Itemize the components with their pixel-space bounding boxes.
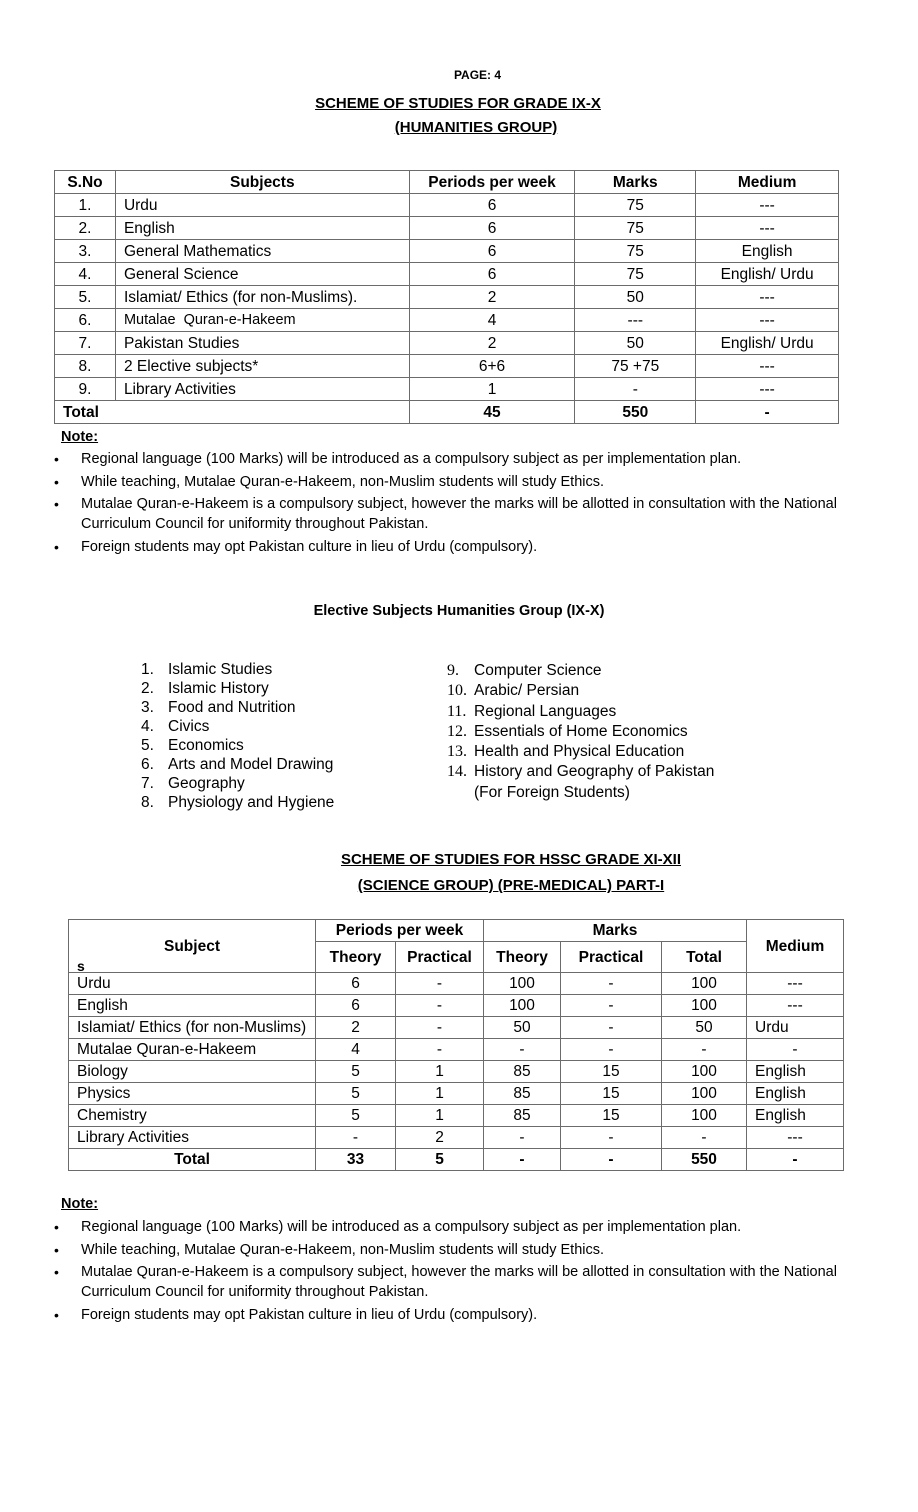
cell-subject: Pakistan Studies: [115, 332, 409, 355]
list-item: 5. Economics: [141, 737, 244, 754]
cell-marks-theory: 100: [484, 973, 561, 995]
list-item: 9. Computer Science: [447, 662, 602, 679]
table-row: [55, 263, 839, 286]
table-row: [69, 1127, 844, 1149]
cell-marks-total: -: [662, 1039, 747, 1061]
cell-sno: 3.: [55, 240, 116, 263]
cell-sno: 9.: [55, 378, 116, 401]
cell-total-label: Total: [55, 401, 410, 424]
notes-list: [54, 1217, 854, 1327]
cell-periods-theory: 5: [316, 1083, 396, 1105]
section1-title: SCHEME OF STUDIES FOR GRADE IX-X: [315, 95, 601, 112]
cell-marks: ---: [575, 309, 696, 332]
cell-periods: 6: [409, 240, 575, 263]
cell-subject: Urdu: [69, 973, 316, 995]
cell-marks-practical: -: [561, 1127, 662, 1149]
list-item: 10. Arabic/ Persian: [447, 682, 580, 700]
cell-marks-total: -: [662, 1127, 747, 1149]
cell-marks-theory: -: [484, 1127, 561, 1149]
cell-marks: 75 +75: [575, 355, 696, 378]
table-row: [55, 378, 839, 401]
cell-marks: 50: [575, 332, 696, 355]
cell-marks: 75: [575, 194, 696, 217]
cell-medium: ---: [696, 194, 839, 217]
cell-total-periods: 45: [409, 401, 575, 424]
cell-marks-practical: -: [561, 1039, 662, 1061]
cell-marks-total: 50: [662, 1017, 747, 1039]
list-item: 4. Civics: [141, 718, 210, 735]
list-item: 8. Physiology and Hygiene: [141, 794, 335, 811]
table-row: [69, 1039, 844, 1061]
cell-medium: Urdu: [747, 1017, 844, 1039]
cell-total-periods-practical: 5: [396, 1149, 484, 1171]
table-row: [55, 217, 839, 240]
cell-marks-theory: 85: [484, 1061, 561, 1083]
cell-marks-theory: 50: [484, 1017, 561, 1039]
cell-marks-practical: 15: [561, 1061, 662, 1083]
header-marks-practical: Practical: [561, 942, 662, 973]
cell-subject: Mutalae Quran-e-Hakeem: [115, 309, 409, 332]
cell-subject: English: [115, 217, 409, 240]
cell-marks-practical: 15: [561, 1083, 662, 1105]
cell-subject: Islamiat/ Ethics (for non-Muslims).: [115, 286, 409, 309]
cell-medium: ---: [696, 309, 839, 332]
header-medium: Medium: [696, 171, 839, 194]
header-subjects: Subjects: [115, 171, 409, 194]
header-marks-theory: Theory: [484, 942, 561, 973]
list-item: 12. Essentials of Home Economics: [447, 722, 688, 740]
table-row: [55, 194, 839, 217]
cell-periods-practical: 1: [396, 1061, 484, 1083]
cell-periods-practical: -: [396, 1039, 484, 1061]
note-item: • Mutalae Quran-e-Hakeem is a compulsory subject, however the marks will be allotted in consultation with the National Curriculum Council for uniformity throughout Pakistan.: [54, 1262, 854, 1302]
cell-medium: ---: [696, 217, 839, 240]
cell-marks-theory: 85: [484, 1105, 561, 1127]
cell-periods-practical: 2: [396, 1127, 484, 1149]
header-periods-theory: Theory: [316, 942, 396, 973]
cell-marks-total: 100: [662, 1105, 747, 1127]
cell-marks: 75: [575, 240, 696, 263]
cell-periods-practical: -: [396, 973, 484, 995]
cell-marks-total: 100: [662, 1083, 747, 1105]
header-marks: Marks: [484, 920, 747, 942]
cell-sno: 7.: [55, 332, 116, 355]
cell-medium: English/ Urdu: [696, 332, 839, 355]
cell-total-marks: 550: [575, 401, 696, 424]
table-row: [69, 1083, 844, 1105]
cell-sno: 5.: [55, 286, 116, 309]
cell-medium: ---: [747, 995, 844, 1017]
humanities-scheme-table: [54, 170, 839, 424]
header-periods-practical: Practical: [396, 942, 484, 973]
cell-marks-practical: 15: [561, 1105, 662, 1127]
cell-sno: 6.: [55, 309, 116, 332]
section2-subtitle: (SCIENCE GROUP) (PRE-MEDICAL) PART-I: [357, 877, 665, 894]
cell-subject: Chemistry: [69, 1105, 316, 1127]
list-item: 11. Regional Languages: [447, 702, 617, 720]
list-item: 3. Food and Nutrition: [141, 699, 296, 716]
table-total-row: [55, 401, 839, 424]
cell-medium: English: [696, 240, 839, 263]
cell-total-medium: -: [696, 401, 839, 424]
cell-sno: 2.: [55, 217, 116, 240]
cell-periods-practical: -: [396, 1017, 484, 1039]
cell-subject: Islamiat/ Ethics (for non-Muslims): [69, 1017, 316, 1039]
cell-sno: 8.: [55, 355, 116, 378]
cell-medium: English: [747, 1083, 844, 1105]
cell-periods-theory: 2: [316, 1017, 396, 1039]
electives-list-right: [447, 661, 714, 803]
cell-periods: 6+6: [409, 355, 575, 378]
cell-periods: 6: [409, 263, 575, 286]
cell-medium: ---: [747, 973, 844, 995]
table-row: [55, 332, 839, 355]
header-periods: Periods per week: [316, 920, 484, 942]
header-subject: Subject s: [69, 920, 316, 973]
cell-medium: ---: [696, 286, 839, 309]
list-item: 6. Arts and Model Drawing: [141, 756, 334, 773]
hssc-scheme-table: [68, 919, 844, 1171]
cell-marks-total: 100: [662, 973, 747, 995]
cell-marks-total: 100: [662, 1061, 747, 1083]
table-total-row: [69, 1149, 844, 1171]
note-item: • Foreign students may opt Pakistan culture in lieu of Urdu (compulsory).: [54, 537, 854, 557]
table-row: [55, 309, 839, 332]
cell-subject: 2 Elective subjects*: [115, 355, 409, 378]
header-sno: S.No: [55, 171, 116, 194]
cell-subject: Mutalae Quran-e-Hakeem: [69, 1039, 316, 1061]
cell-marks-theory: 100: [484, 995, 561, 1017]
cell-periods: 2: [409, 286, 575, 309]
table-row: [69, 1017, 844, 1039]
cell-medium: -: [747, 1039, 844, 1061]
table-header-row: [55, 171, 839, 194]
cell-subject: Urdu: [115, 194, 409, 217]
cell-periods: 6: [409, 217, 575, 240]
cell-medium: ---: [747, 1127, 844, 1149]
cell-total-marks-theory: -: [484, 1149, 561, 1171]
note-item: • While teaching, Mutalae Quran-e-Hakeem, non-Muslim students will study Ethics.: [54, 472, 854, 492]
section2-title: SCHEME OF STUDIES FOR HSSC GRADE XI-XII: [340, 851, 682, 868]
note-item: • Mutalae Quran-e-Hakeem is a compulsory subject, however the marks will be allotted in consultation with the National Curriculum Council for uniformity throughout Pakistan.: [54, 494, 854, 534]
electives-title: Elective Subjects Humanities Group (IX-X): [313, 603, 605, 619]
note-title: Note:: [61, 1196, 99, 1212]
table-row: [69, 995, 844, 1017]
list-item: 7. Geography: [141, 775, 245, 792]
cell-marks-practical: -: [561, 995, 662, 1017]
list-item: (For Foreign Students): [474, 783, 630, 801]
cell-periods-practical: 1: [396, 1083, 484, 1105]
cell-total-label: Total: [69, 1149, 316, 1171]
cell-marks: 75: [575, 263, 696, 286]
cell-marks-total: 100: [662, 995, 747, 1017]
cell-periods: 6: [409, 194, 575, 217]
cell-periods: 1: [409, 378, 575, 401]
cell-periods-theory: 5: [316, 1061, 396, 1083]
cell-subject: General Mathematics: [115, 240, 409, 263]
cell-subject: Physics: [69, 1083, 316, 1105]
page-label: PAGE: 4: [453, 68, 502, 82]
cell-periods-theory: 6: [316, 995, 396, 1017]
cell-medium: English: [747, 1105, 844, 1127]
cell-total-marks-total: 550: [662, 1149, 747, 1171]
table-row: [55, 355, 839, 378]
header-marks: Marks: [575, 171, 696, 194]
cell-periods-theory: -: [316, 1127, 396, 1149]
cell-marks-theory: 85: [484, 1083, 561, 1105]
cell-periods-practical: 1: [396, 1105, 484, 1127]
cell-marks-theory: -: [484, 1039, 561, 1061]
cell-periods-theory: 6: [316, 973, 396, 995]
cell-medium: ---: [696, 355, 839, 378]
table-header-row: [69, 920, 844, 942]
cell-marks: 50: [575, 286, 696, 309]
note-item: • Foreign students may opt Pakistan culture in lieu of Urdu (compulsory).: [54, 1305, 854, 1325]
cell-periods: 4: [409, 309, 575, 332]
electives-list-left: [141, 660, 334, 812]
cell-subject: General Science: [115, 263, 409, 286]
header-periods: Periods per week: [409, 171, 575, 194]
cell-marks-practical: -: [561, 1017, 662, 1039]
note-item: • Regional language (100 Marks) will be introduced as a compulsory subject as per implementation plan.: [54, 449, 854, 469]
header-marks-total: Total: [662, 942, 747, 973]
cell-medium: ---: [696, 378, 839, 401]
cell-total-medium: -: [747, 1149, 844, 1171]
cell-subject: Biology: [69, 1061, 316, 1083]
cell-medium: English/ Urdu: [696, 263, 839, 286]
cell-subject: Library Activities: [69, 1127, 316, 1149]
table-row: [55, 286, 839, 309]
cell-marks-practical: -: [561, 973, 662, 995]
notes-list: [54, 449, 854, 559]
cell-sno: 4.: [55, 263, 116, 286]
cell-periods: 2: [409, 332, 575, 355]
table-row: [69, 1061, 844, 1083]
note-title: Note:: [61, 429, 99, 445]
note-item: • Regional language (100 Marks) will be introduced as a compulsory subject as per implementation plan.: [54, 1217, 854, 1237]
cell-marks: -: [575, 378, 696, 401]
cell-total-periods-theory: 33: [316, 1149, 396, 1171]
cell-marks: 75: [575, 217, 696, 240]
list-item: 2. Islamic History: [141, 680, 269, 697]
list-item: 1. Islamic Studies: [141, 661, 273, 678]
table-row: [69, 1105, 844, 1127]
header-medium: Medium: [747, 920, 844, 973]
cell-medium: English: [747, 1061, 844, 1083]
cell-periods-practical: -: [396, 995, 484, 1017]
table-row: [55, 240, 839, 263]
cell-periods-theory: 4: [316, 1039, 396, 1061]
section1-subtitle: (HUMANITIES GROUP): [394, 119, 558, 136]
cell-sno: 1.: [55, 194, 116, 217]
cell-total-marks-practical: -: [561, 1149, 662, 1171]
list-item: 14. History and Geography of Pakistan: [447, 763, 715, 781]
cell-periods-theory: 5: [316, 1105, 396, 1127]
cell-subject: Library Activities: [115, 378, 409, 401]
table-row: [69, 973, 844, 995]
cell-subject: English: [69, 995, 316, 1017]
list-item: 13. Health and Physical Education: [447, 743, 685, 761]
note-item: • While teaching, Mutalae Quran-e-Hakeem, non-Muslim students will study Ethics.: [54, 1240, 854, 1260]
